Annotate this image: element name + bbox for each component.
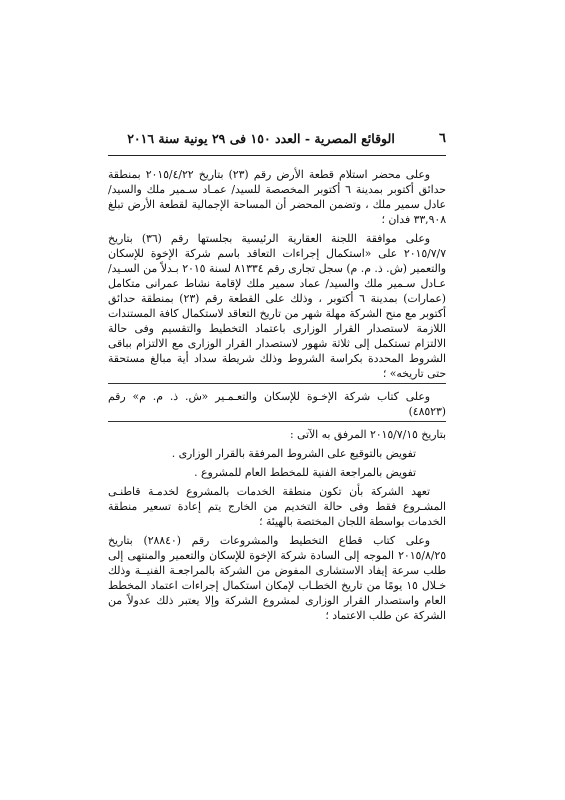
list-item: تفويض بالتوقيع على الشروط المرفقة بالقرار الوزارى . — [171, 447, 416, 460]
document-body — [108, 167, 446, 627]
company-letter-date: بتاريخ ٢٠١٥/٧/١٥ المرفق به الآتى : — [289, 428, 446, 441]
paragraph-divider — [108, 383, 446, 384]
page-header — [108, 131, 446, 151]
list-item: تفويض بالمراجعة الفنية للمخطط العام للمشروع . — [194, 466, 416, 479]
paragraph-company-letter: وعلى كتاب شركة الإخـوة للإسكان والتعـمـير «ش. ذ. م. م» رقم (٤٨٥٢٣) — [108, 390, 446, 418]
paragraph-company-undertaking: تعهد الشركة بأن تكون منطقة الخدمات بالمشروع لخدمـة قاطنـى المشـروع فقط وفى حالة التخديم من الخارج يتم إعادة تسعير منطقة الخدمات بواسطة اللجان المختصة بالهيئة ؛ — [108, 485, 446, 528]
gazette-title: الوقائع المصرية - العدد ١٥٠ فى ٢٩ يونية سنة ٢٠١٦ — [127, 131, 395, 146]
paragraph-land-receipt: وعلى محضر استلام قطعة الأرض رقم (٢٣) بتاريخ ٢٠١٥/٤/٢٢ بمنطقة حدائق أكتوبر بمدينة ٦ أكتوبر المخصصة للسيد/ عمـاد سـمير ملك والسيد/ عادل سمير ملك ، وتضمن المحضر أن المساحة الإجمالية لقطعة الأرض تبلغ ٣٣,٩٠٨ فدان ؛ — [108, 168, 446, 226]
paragraph-committee-approval: وعلى موافقة اللجنة العقارية الرئيسية بجلستها رقم (٣٦) بتاريخ ٢٠١٥/٧/٧ على «استكمال إجراءات التعاقد باسم شركة الإخوة للإسكان والتعمير (ش. ذ. م. م) سجل تجارى رقم ٨١٣٣٤ لسنة ٢٠١٥ بـدلاً من السـيد/ عـادل سـمير ملك والسيد/ عماد سمير ملك لإقامة نشاط عمرانى متكامل (عمارات) بمدينة ٦ أكتوبر ، وذلك على القطعة رقم (٢٣) بمنطقة حدائق أكتوبر مع منح الشركة مهلة شهر من تاريخ التعاقد لاستكمال كافة المستندات اللازمة لاستصدار القرار الوزارى باعتماد التخطيط والتقسيم وفى حالة الالتزام تستكمل إلى ثلاثة شهور لاستصدار القرار الوزارى مع الالتزام بباقى الشروط المحددة بكراسة الشروط وذلك شريطة سداد أية مبالغ مستحقة حتى تاريخه» ؛ — [108, 232, 446, 380]
header-divider — [108, 155, 446, 156]
page-number: ٦ — [439, 131, 446, 146]
paragraph-planning-letter: وعلى كتاب قطاع التخطيط والمشروعات رقم (٢٨٨٤٠) بتاريخ ٢٠١٥/٨/٢٥ الموجه إلى السادة شركة الإخوة للإسكان والتعمير والمنتهى إلى طلب سرعة إيفاد الاستشارى المفوض من الشركة بالمراجعـة الفنيــة وذلك خـلال ١٥ يومًا من تاريخ الخطـاب لإمكان استكمال إجراءات اعتماد المخطط العام واستصدار القرار الوزارى لمشروع الشركة وإلا يعتبر ذلك عدولاً من الشركة عن طلب الاعتماد ؛ — [108, 534, 446, 622]
paragraph-divider — [108, 421, 446, 422]
